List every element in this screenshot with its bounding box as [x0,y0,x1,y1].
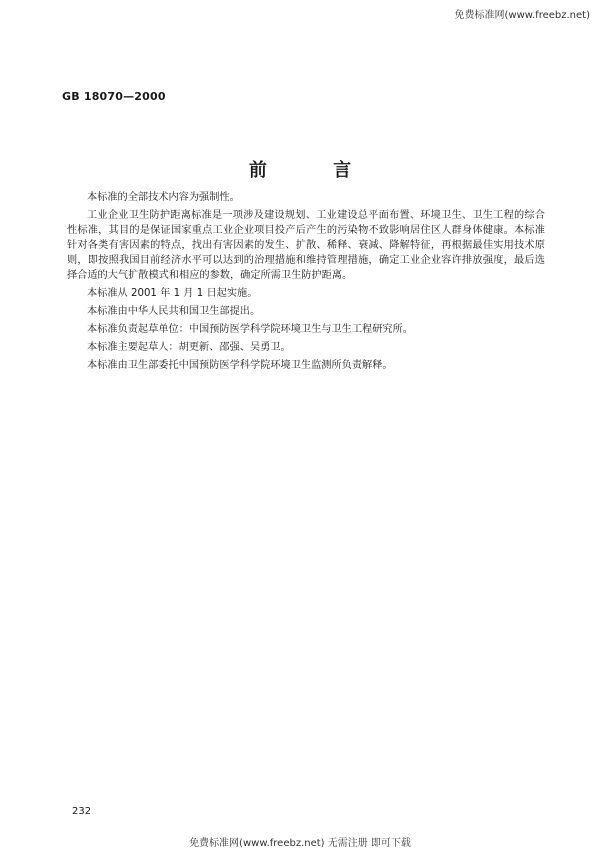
document-body [67,190,545,376]
paragraph-5: 本标准负责起草单位：中国预防医学科学院环境卫生与卫生工程研究所。 [87,324,413,335]
top-watermark: 免费标准网(www.freebz.net) [454,10,590,21]
page-title: 前 言 [248,160,382,181]
page-number: 232 [72,806,92,817]
paragraph-2: 工业企业卫生防护距离标准是一项涉及建设规划、工业建设总平面布置、环境卫生、卫生工程的综合性标准，其目的是保证国家重点工业企业项目投产后产生的污染物不致影响居住区人群身体健康。本标准针对各类有害因素的特点，找出有害因素的发生、扩散、稀释、衰减、降解特征，再根据最佳实用技术原则，即按照我国目前经济水平可以达到的治理措施和维持管理措施，确定工业企业容许排放强度，最后选择合适的大气扩散模式和相应的参数，确定所需卫生防护距离。 [67,210,545,281]
paragraph-3: 本标准从 2001 年 1 月 1 日起实施。 [87,288,258,299]
paragraph-1: 本标准的全部技术内容为强制性。 [87,192,240,203]
paragraph-6: 本标准主要起草人：胡更新、邵强、吴勇卫。 [87,342,291,353]
bottom-watermark: 免费标准网(www.freebz.net) 无需注册 即可下载 [189,838,411,849]
standard-code: GB 18070—2000 [62,90,166,103]
paragraph-7: 本标准由卫生部委托中国预防医学科学院环境卫生监测所负责解释。 [87,360,393,371]
paragraph-4: 本标准由中华人民共和国卫生部提出。 [87,306,261,317]
